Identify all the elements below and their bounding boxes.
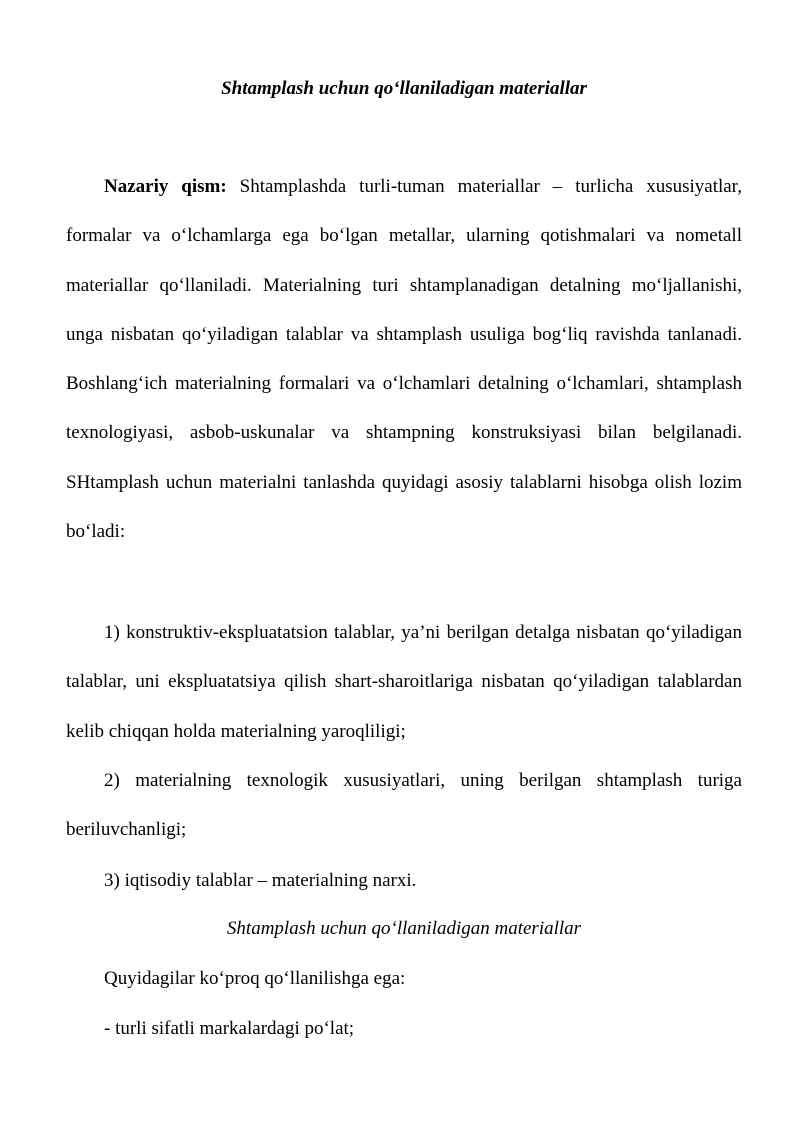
- list-item: - turli sifatli markalardagi po‘lat;: [104, 1018, 355, 1039]
- requirement-item-3: 3) iqtisodiy talablar – materialning narxi.: [104, 870, 417, 891]
- list-intro: Quyidagilar ko‘proq qo‘llanilishga ega:: [104, 968, 406, 989]
- requirement-item-1: 1) konstruktiv-ekspluatatsion talablar, ya’ni berilgan detalga nisbatan qo‘yiladigan talablar, uni ekspluatatsiya qilish shart-sharoitlariga nisbatan qo‘yiladigan talablardan kelib chiqqan holda materialning yaroqliligi;: [66, 622, 742, 742]
- section-subtitle: Shtamplash uchun qo‘llaniladigan materiallar: [226, 918, 582, 939]
- intro-label: Nazariy qism:: [104, 176, 227, 197]
- requirement-item-2: 2) materialning texnologik xususiyatlari, uning berilgan shtamplash turiga beriluvchanligi;: [66, 770, 742, 841]
- document-title: Shtamplash uchun qo‘llaniladigan materiallar: [221, 78, 587, 99]
- intro-text: Shtamplashda turli-tuman materiallar – turlicha xususiyatlar, formalar va o‘lchamlarga ega bo‘lgan metallar, ularning qotishmalari va nometall materiallar qo‘llaniladi. Materialning turi shtamplanadigan detalning mo‘ljallanishi, unga nisbatan qo‘yiladigan talablar va shtamplash usuliga bog‘liq ravishda tanlanadi. Boshlang‘ich materialning formalari va o‘lchamlari detalning o‘lchamlari, shtamplash texnologiyasi, asbob-uskunalar va shtampning konstruksiyasi bilan belgilanadi. SHtamplash uchun materialni tanlashda quyidagi asosiy talablarni hisobga olish lozim bo‘ladi:: [66, 176, 742, 543]
- intro-paragraph: [66, 162, 742, 556]
